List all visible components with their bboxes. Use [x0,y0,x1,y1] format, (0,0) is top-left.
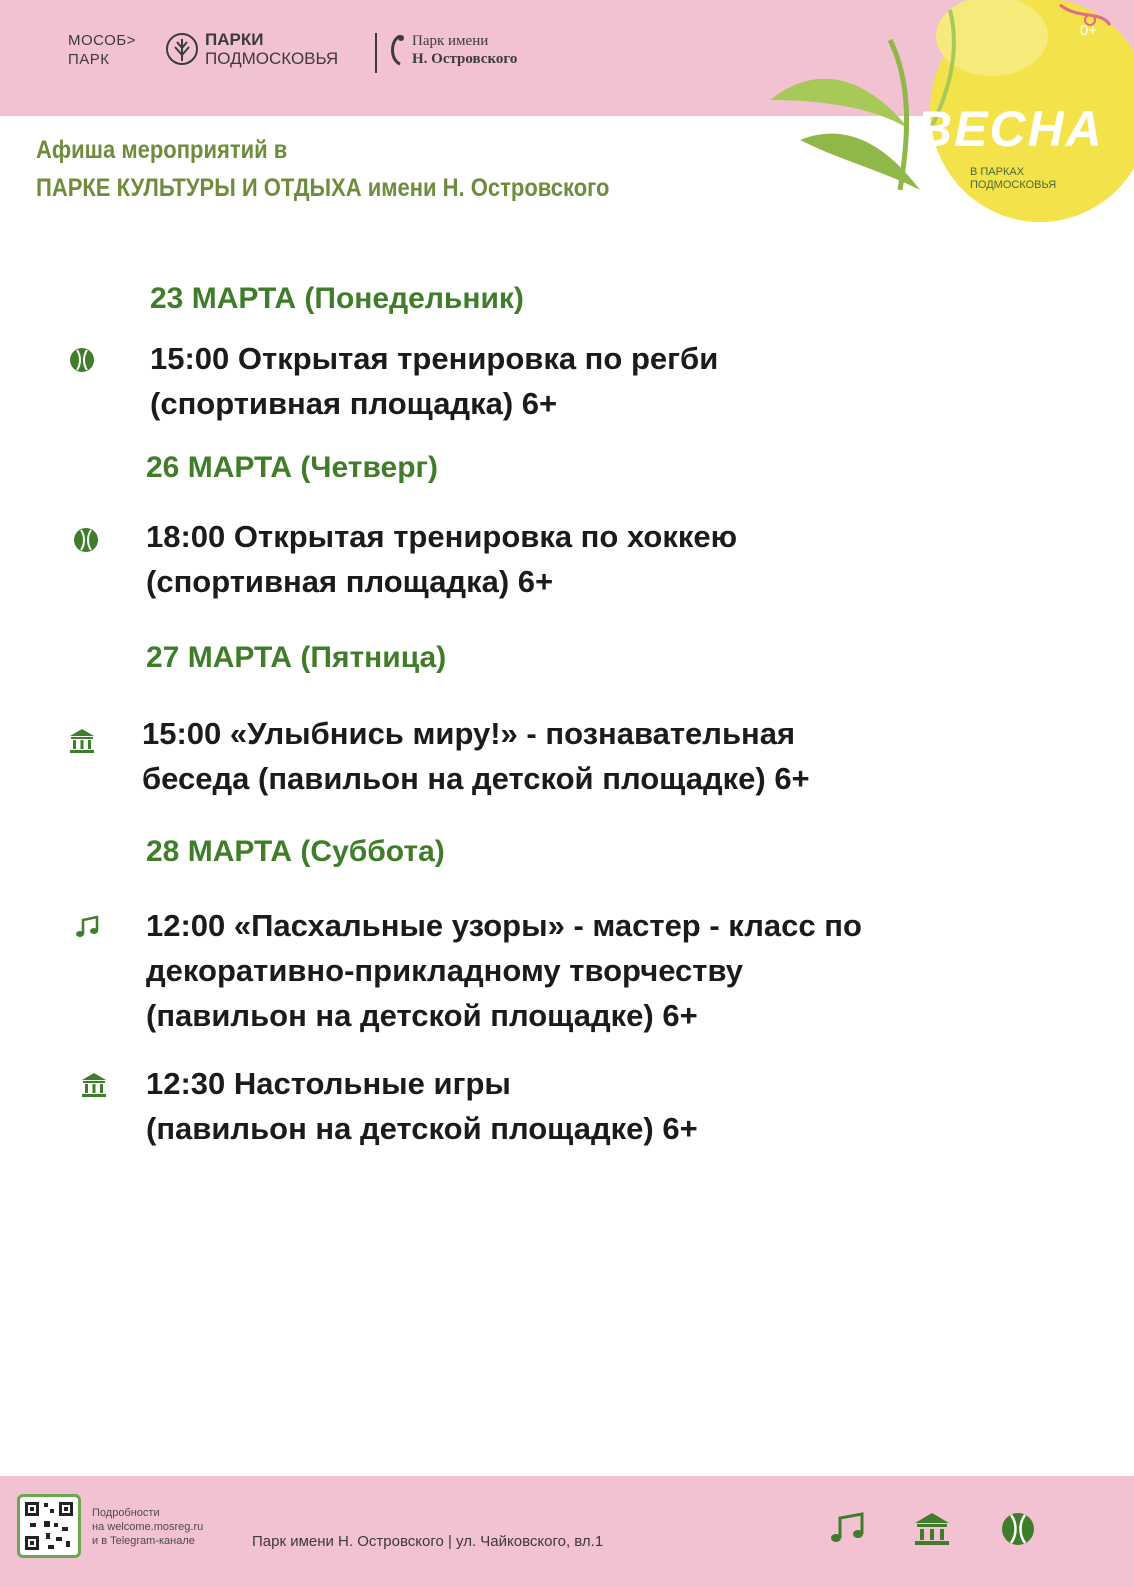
museum-icon [912,1510,952,1548]
mosob-logo-line2: ПАРК [68,51,110,68]
event-line: беседа (павильон на детской площадке) 6+ [142,761,810,796]
date-heading: 27 МАРТА (Пятница) [146,641,447,674]
music-note-icon [828,1510,868,1548]
park-logo-line2: Н. Островского [412,51,518,67]
event-line: (спортивная площадка) 6+ [146,564,554,599]
event-item [142,711,810,801]
event-line: (спортивная площадка) 6+ [150,386,558,421]
footer-info-line3: и в Telegram-канале [92,1535,195,1547]
footer-info [92,1506,203,1548]
museum-icon [68,726,96,754]
footer-info-line1: Подробности [92,1507,160,1519]
event-line: декоративно-прикладному творчеству [146,953,743,988]
page-title-line2: ПАРКЕ КУЛЬТУРЫ И ОТДЫХА имени Н. Островского [36,174,610,202]
footer-address: Парк имени Н. Островского | ул. Чайковского, вл.1 [252,1533,604,1550]
date-heading: 28 МАРТА (Суббота) [146,835,445,868]
event-item [146,903,862,1038]
spring-subtitle-line2: ПОДМОСКОВЬЯ [970,179,1057,191]
ball-icon [72,526,100,554]
qr-code-icon[interactable] [17,1494,81,1558]
event-line: 15:00 Открытая тренировка по регби [150,341,719,376]
event-line: 12:00 «Пасхальные узоры» - мастер - класс по [146,908,862,943]
event-line: 18:00 Открытая тренировка по хоккею [146,519,738,554]
leaf-logo-icon [165,29,199,69]
ball-icon [998,1510,1038,1548]
logo-divider [375,33,377,73]
page-title-line1: Афиша мероприятий в [36,136,288,164]
mosobpark-logo [68,31,136,69]
ostrovsky-park-logo [386,32,517,68]
event-line: 12:30 Настольные игры [146,1066,511,1101]
date-heading: 26 МАРТА (Четверг) [146,451,439,484]
park-logo-line1: Парк имени [412,33,489,49]
age-rating-badge: 0+ [1080,22,1098,39]
footer-info-line2: на welcome.mosreg.ru [92,1521,204,1533]
event-line: (павильон на детской площадке) 6+ [146,998,698,1033]
park-emblem-icon [386,32,408,68]
event-line: 15:00 «Улыбнись миру!» - познавательная [142,716,796,751]
museum-icon [80,1070,108,1098]
event-item [146,514,737,604]
event-line: (павильон на детской площадке) 6+ [146,1111,698,1146]
parki-logo-line1: ПАРКИ [205,30,264,49]
event-item [146,1061,698,1151]
spring-title: ВЕСНА [916,101,1104,157]
ball-icon [68,346,96,374]
spring-subtitle-line1: В ПАРКАХ [970,166,1025,178]
music-note-icon [74,914,102,942]
event-item [150,336,718,426]
mosob-logo-line1: МОСОБ> [68,32,136,49]
parki-podmoskovya-logo [165,29,338,69]
date-heading: 23 МАРТА (Понедельник) [150,282,524,315]
spring-subtitle [970,166,1056,192]
parki-logo-line2: ПОДМОСКОВЬЯ [205,49,339,68]
